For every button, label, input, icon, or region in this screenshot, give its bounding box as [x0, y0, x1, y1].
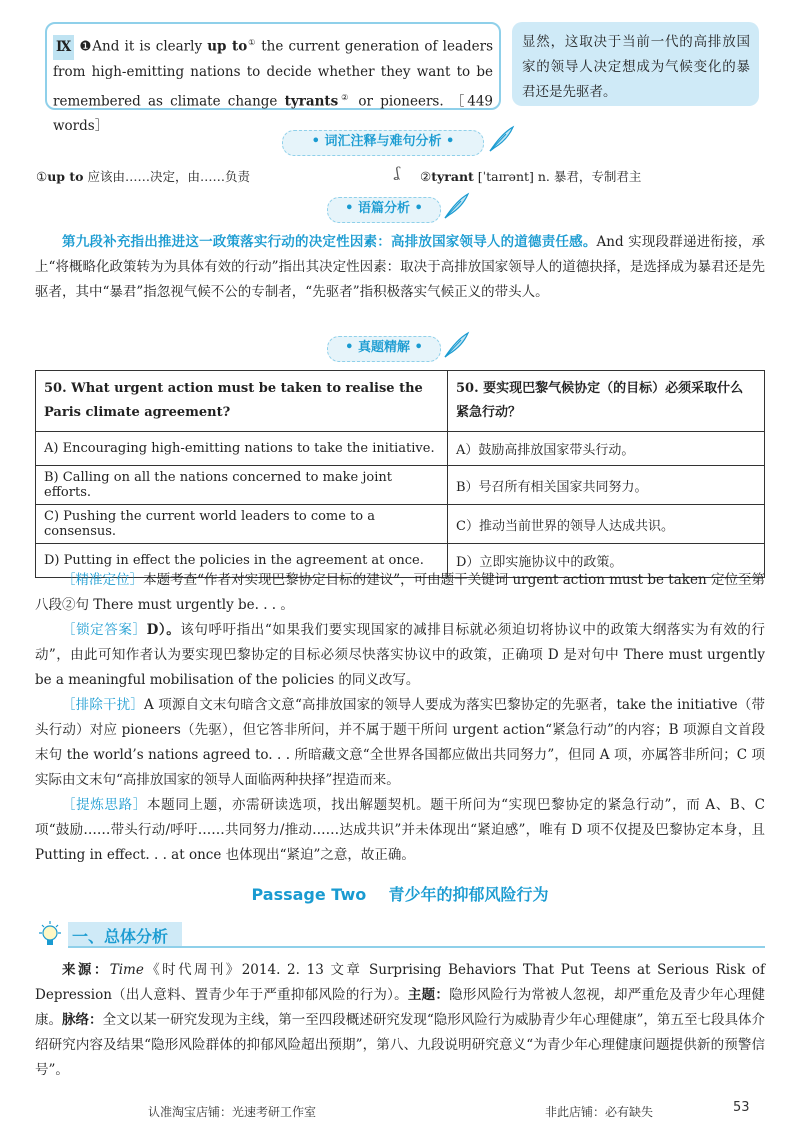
vocab-num-2: ② — [420, 169, 432, 184]
binding-curl-icon: ʆ — [395, 165, 400, 181]
locate-text: 本题考查“作者对实现巴黎协定目标的建议”，可由题干关键词 urgent action must be taken 定位至第八段②句 There must urgently be. . . 。 — [35, 572, 765, 613]
vocab-num-1: ① — [36, 169, 48, 184]
source-text: 《时代周刊》2014. 2. 13 文章 Surprising Behaviors That Put Teens at Serious Risk of Depression（出人意料、置青少年于严重抑郁风险的行为）。 — [35, 962, 765, 1003]
footer-left: 认准淘宝店铺：光速考研工作室 — [148, 1105, 317, 1119]
theme-text: 隐形风险行为常被人忽视，却严重危及青少年心理健康。 — [35, 987, 766, 1028]
vocab-def-2: [ˈtaɪrənt] n. 暴君，专制君主 — [473, 169, 642, 184]
quill-icon — [486, 124, 516, 154]
sentence-marker: ❶ — [79, 38, 93, 55]
vocab-def-1: 应该由……决定，由……负责 — [83, 169, 250, 184]
exclude-paragraph — [35, 693, 765, 793]
paragraph-seg2: the current generation of leaders from high-emitting nations to decide whether they want to be remembered as climate change — [53, 38, 494, 109]
vein-text: 全文以某一研究发现为主线，第一至四段概述研究发现“隐形风险行为威胁青少年心理健康”，第五至七段具体介绍研究内容及结果“隐形风险群体的抑郁风险超出预期”，第八、九段说明研究意义“为青少年心理健康问题提供新的预警信号”。 — [35, 1012, 766, 1078]
section-underline — [68, 946, 765, 948]
passage-title-en: Passage Two — [251, 885, 367, 904]
exclude-tag: ［排除干扰］ — [62, 697, 145, 713]
footer-right: 非此店铺：必有缺失 — [545, 1105, 654, 1119]
analysis-rest: And 实现段群递进衔接，承上“将概略化政策转为为具体有效的行动”指出其决定性因素：取决于高排放国家领导人的道德抉择，是选择成为暴君还是先驱者，其中“暴君”指忽视气候不公的专制者，“先驱者”指积极落实气候正义的带头人。 — [35, 234, 765, 300]
answer-paragraph — [35, 618, 765, 693]
theme-label: 主题： — [407, 987, 450, 1003]
exclude-text: A 项源自文末句暗含文意“高排放国家的领导人要成为落实巴黎协定的先驱者，take the initiative（带头行动）对应 pioneers（先驱），但它答非所问，并不属于题干所问 urgent action“紧急行动”的内容；B 项源自文首段末句 the world’s nations agreed to. . . 所暗藏文意“全世界各国都应做出共同努力”，但同 A 项，亦属答非所问；C 项实际由文末句“高排放国家的领导人面临两种抉择”捏造而来。 — [35, 697, 765, 788]
table-row — [36, 432, 765, 466]
think-tag: ［提炼思路］ — [62, 797, 147, 813]
vein-label: 脉络： — [62, 1012, 103, 1028]
option-a-en: A) Encouraging high-emitting nations to take the initiative. — [36, 432, 448, 466]
source-magazine: Time — [109, 962, 144, 978]
keyword-up-to: up to — [207, 38, 248, 55]
overview-paragraph — [35, 958, 765, 1083]
vocab-item-1 — [36, 167, 250, 185]
vocab-word-2: tyrant — [431, 169, 474, 184]
analysis-paragraph — [35, 230, 765, 305]
locate-tag: ［精准定位］ — [62, 572, 144, 588]
locate-paragraph — [35, 568, 765, 618]
analysis-banner: • 语篇分析 • — [327, 197, 441, 223]
answer-tag: ［锁定答案］ — [62, 622, 147, 638]
vocab-banner: • 词汇注释与难句分析 • — [282, 130, 484, 156]
analysis-highlight: 第九段补充指出推进这一政策落实行动的决定性因素：高排放国家领导人的道德责任感。 — [62, 234, 597, 250]
option-d-zh: D）立即实施协议中的政策。 — [448, 544, 765, 578]
quill-icon — [441, 191, 471, 221]
vocab-item-2 — [420, 167, 641, 185]
translation-text: 显然，这取决于当前一代的高排放国家的领导人决定想成为气候变化的暴君还是先驱者。 — [522, 34, 750, 100]
keyword-tyrants: tyrants — [284, 93, 339, 109]
table-row — [36, 371, 765, 432]
source-label: 来源： — [62, 962, 110, 978]
think-paragraph — [35, 793, 765, 868]
option-a-zh: A）鼓励高排放国家带头行动。 — [448, 432, 765, 466]
page-number: 53 — [733, 1100, 750, 1115]
lightbulb-icon — [35, 920, 65, 950]
option-c-zh: C）推动当前世界的领导人达成共识。 — [448, 505, 765, 544]
passage-title-zh: 青少年的抑郁风险行为 — [388, 885, 549, 904]
section-title: 一、总体分析 — [72, 927, 169, 946]
vocab-word-1: up to — [47, 169, 84, 184]
option-b-en: B) Calling on all the nations concerned to make joint efforts. — [36, 466, 448, 505]
question-zh: 50. 要实现巴黎气候协定（的目标）必须采取什么紧急行动？ — [448, 371, 765, 432]
explanation-block — [35, 568, 765, 868]
paragraph-number: Ⅸ — [53, 35, 74, 60]
table-row — [36, 505, 765, 544]
option-d-en: D) Putting in effect the policies in the agreement at once. — [36, 544, 448, 578]
passage-title — [0, 882, 800, 905]
option-b-zh: B）号召所有相关国家共同努力。 — [448, 466, 765, 505]
think-text: 本题同上题，亦需研读选项，找出解题契机。题干所问为“实现巴黎协定的紧急行动”，而 A、B、C 项“鼓励……带头行动/呼吁……共同努力/推动……达成共识”并未体现出“紧迫感”，唯有 D 项不仅提及巴黎协定本身，且 Putting in effect. . . at once 也体现出“紧迫”之意，故正确。 — [35, 797, 766, 863]
exam-banner: • 真题精解 • — [327, 336, 441, 362]
answer-letter: D）。 — [146, 622, 181, 638]
table-row — [36, 466, 765, 505]
note-mark-1: ① — [247, 38, 257, 47]
quill-icon — [441, 330, 471, 360]
answer-text: 该句呼吁指出“如果我们要实现国家的减排目标就必须迫切将协议中的政策大纲落实为有效的行动”，由此可知作者认为要实现巴黎协定的目标必须尽快落实协议中的政策，正确项 D 是对句中 There must urgently be a meaningful mobilisation of the policies 的同义改写。 — [35, 622, 766, 688]
paragraph-seg3: or pioneers. ［449 words］ — [53, 93, 494, 134]
question-en: 50. What urgent action must be taken to realise the Paris climate agreement? — [36, 371, 448, 432]
paragraph-text — [53, 30, 493, 139]
note-mark-2: ② — [338, 92, 352, 102]
question-table — [35, 370, 765, 578]
option-c-en: C) Pushing the current world leaders to come to a consensus. — [36, 505, 448, 544]
paragraph-seg1: And it is clearly — [92, 38, 208, 55]
